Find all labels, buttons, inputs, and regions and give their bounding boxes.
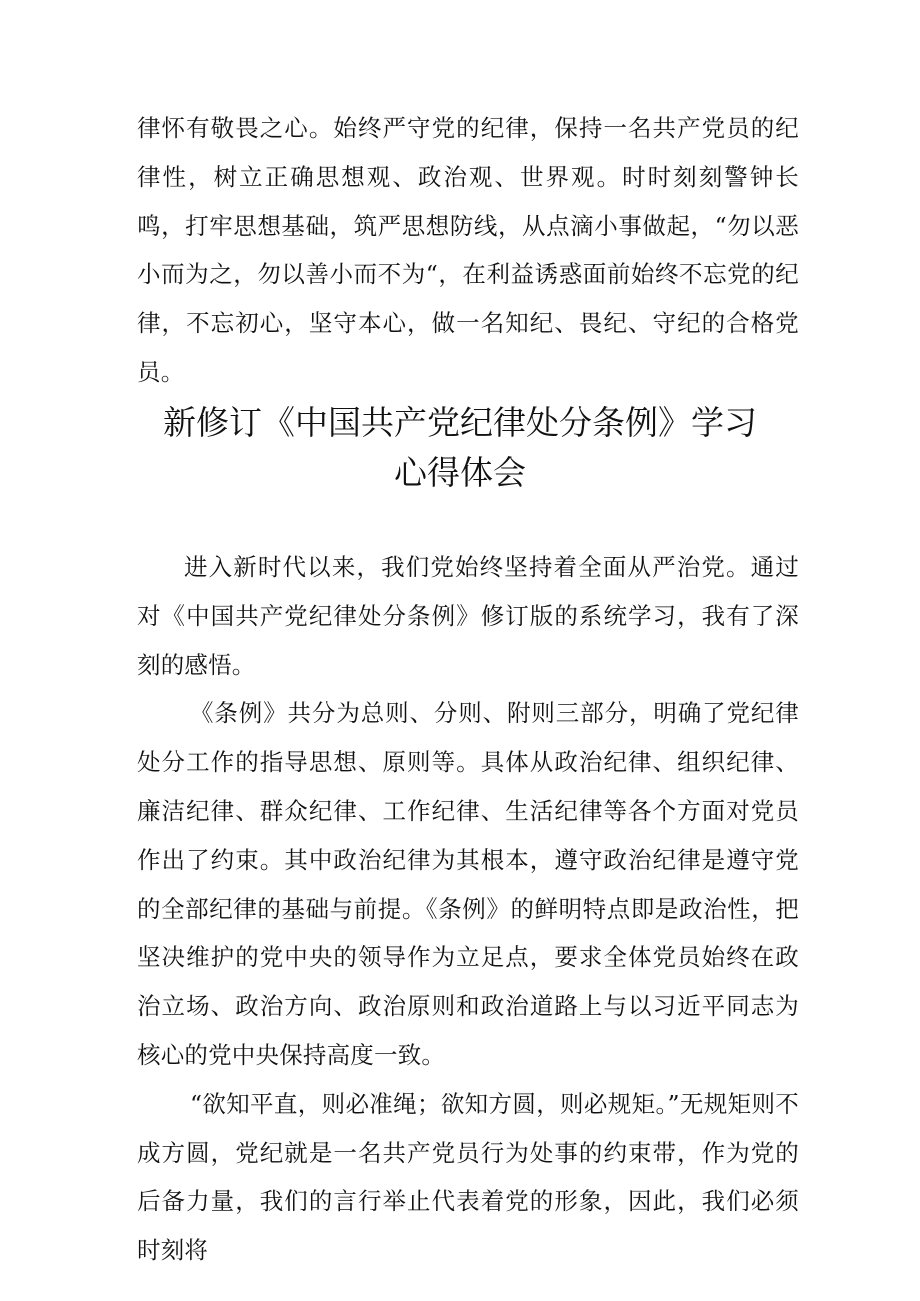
paragraph-regulations: 《条例》共分为总则、分则、附则三部分，明确了党纪律处分工作的指导思想、原则等。具体从政治纪律、组织纪律、廉洁纪律、群众纪律、工作纪律、生活纪律等各个方面对党员作出了约束。其中政治纪律为其根本，遵守政治纪律是遵守党的全部纪律的基础与前提。《条例》的鲜明特点即是政治性，把坚决维护的党中央的领导作为立足点，要求全体党员始终在政治立场、政治方向、政治原则和政治道路上与以习近平同志为核心的党中央保持高度一致。 — [137, 699, 799, 1069]
document-title — [100, 398, 820, 498]
document-body — [137, 543, 799, 1275]
title-line-1: 新修订《中国共产党纪律处分条例》学习 — [163, 403, 757, 442]
paragraph-rules: “欲知平直，则必准绳；欲知方圆，则必规矩。”无规矩则不成方圆，党纪就是一名共产党员行为处事的约束带，作为党的后备力量，我们的言行举止代表着党的形象，因此，我们必须时刻将 — [137, 1089, 799, 1265]
paragraph-intro: 进入新时代以来，我们党始终坚持着全面从严治党。通过对《中国共产党纪律处分条例》修订版的系统学习，我有了深刻的感悟。 — [137, 553, 799, 679]
continuation-paragraph: 律怀有敬畏之心。始终严守党的纪律，保持一名共产党员的纪律性，树立正确思想观、政治观、世界观。时时刻刻警钟长鸣，打牢思想基础，筑严思想防线，从点滴小事做起，“勿以恶小而为之，勿以善小而不为“，在利益诱惑面前始终不忘党的纪律，不忘初心，坚守本心，做一名知纪、畏纪、守纪的合格党员。 — [137, 114, 799, 386]
title-line-2: 心得体会 — [394, 453, 526, 492]
